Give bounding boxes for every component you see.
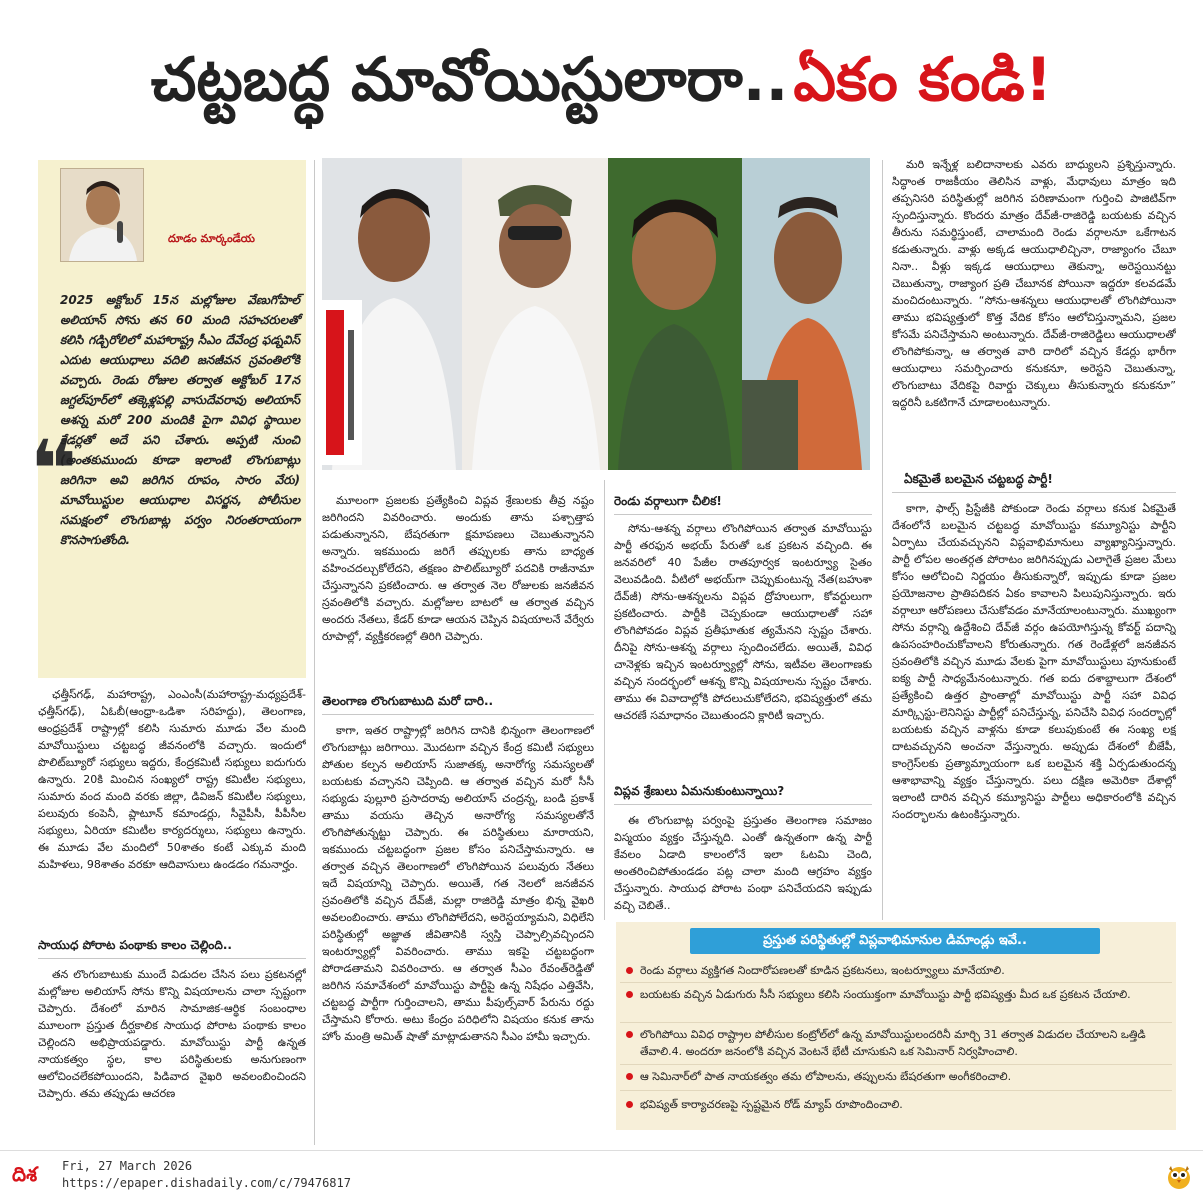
col4-para2: కాగా, ఫాల్స్ ప్రిస్టేజీకి పోకుండా రెండు వర్గాలు కనుక ఏకమైతే దేశంలోనే బలమైన చట్టబద్ధ మావోయిస్టు కమ్యూనిస్టు పార్టీని ఏర్పాటు చేయవచ్చునని విప్లవాభిమానులు వ్యాఖ్యానిస్తున్నారు. పార్టీ లోపల అంతర్గత పోరాటం జరిగినప్పుడు ఎలాగైతే ప్రజల మేలు కోసం ఆలోచించి నిర్ణయం తీసుకున్నారో, ఇప్పుడు కూడా ప్రజల ప్రయోజనాల ప్రాతిపదికన ఏకం కావాలని పిలుపునిస్తున్నారు. ఇరు వర్గాలూ ఆరోపణలు చేసుకోవడం మానేయాలంటున్నారు. ముఖ్యంగా సోను వర్గాన్ని ఉద్దేశించి దేవ్‌జీ వర్గం ఉపయోగిస్తున్న కోవర్ట్ పదాన్ని ఉపసంహరించుకోవాలని కోరుతున్నారు. గత రెండేళ్లలో జనజీవన స్రవంతిలోకి వచ్చిన మూడు వేలకు పైగా మావోయిస్టులు పూనుకుంటే ఐక్య పార్టీ సాధ్యమేనంటున్నారు. గత ఐదు దశాబ్దాలుగా దేశంలో ప్రత్యేకించి ఉత్తర ప్రాంతాల్లో మావోయిస్టు పార్టీ సహా వివిధ మార్క్సిస్టు-లెనినిస్టు పార్టీల్లో పనిచేస్తున్న, పనిచేసి వివిధ సందర్భాల్లో బయటకు వచ్చిన వాళ్లను కూడా కలుపుకుంటే ఈ సంఖ్య లక్ష దాటవచ్చునని అంచనా వేస్తున్నారు. అప్పుడు దేశంలో బీజేపీ, కాంగ్రెస్‌లకు ప్రత్యామ్నాయంగా ఒక బలమైన శక్తి ఏర్పడుతుందన్న ఆశాభావాన్ని వ్యక్తం చేస్తున్నారు. పలు దక్షిణ అమెరికా దేశాల్లో ఇలాంటి దారిన వచ్చిన కమ్యూనిస్టు పార్టీలు అధికారంలోకి వచ్చిన సందర్భాలను ఉటంకిస్తున్నారు. (892, 502, 1176, 821)
divider (614, 514, 872, 515)
col3-subhead2: విప్లవ శ్రేణులు ఏమనుకుంటున్నాయి? (614, 784, 785, 798)
divider (322, 714, 594, 715)
col2-para2: కాగా, ఇతర రాష్ట్రాల్లో జరిగిన దానికి భిన్నంగా తెలంగాణలో లొంగుబాట్లు జరిగాయి. మొదటగా వచ్చిన కేంద్ర కమిటీ సభ్యులు పోతుల కల్పన అలియాస్ సుజాతక్క అనారోగ్య సమస్యలతో బయటకు వచ్చానని చెప్పింది. ఆ తర్వాత వచ్చిన మరో సీసీ సభ్యుడు పుల్లూరి ప్రసాదరావు అలియాస్ చంద్రన్న, బండి ప్రకాశ్ తాము వయసు తెచ్చిన అనారోగ్య సమస్యలతోనే లొంగిపోతున్నట్టు చెప్పారు. ఈ పరిస్థితులు మారాయని, ఇకముందు చట్టబద్ధంగా ప్రజల కోసం పనిచేస్తామన్నారు. ఆ తర్వాత వచ్చిన తెలంగాణలో లొంగిపోయిన పలువురు నేతలు ఇదే విషయాన్ని చెప్పారు. అయితే, గత నెలలో జనజీవన స్రవంతిలోకి వచ్చిన దేవ్‌జీ, మల్లా రాజిరెడ్డి మాత్రం భిన్న వైఖరి అవలంబించారు. తాము లొంగిపోలేదని, అరెస్టయ్యామని, విధిలేని పరిస్థితుల్లో అజ్ఞాత జీవితానికి స్వస్తి చెప్పాల్సివచ్చిందని ఇంటర్వ్యూల్లో వివరించారు. తాము ఇకపై చట్టబద్ధంగా పోరాడతామని వివరించారు. ఆ తర్వాత సీఎం రేవంత్‌రెడ్డితో జరిగిన సమావేశంలో మావోయిస్టు పార్టీపై ఉన్న నిషేధం ఎత్తివేసి, చట్టబద్ధ పార్టీగా గుర్తించాలని, తాము పీపుల్స్‌వార్ పేరును రద్దు చేస్తామని కోరారు. అటు కేంద్రం పరిధిలోని విషయం కనుక తాను హోం మంత్రి అమిత్ షాతో మాట్లాడుతానని సీఎం హామీ ఇచ్చారు. (322, 724, 594, 1043)
divider (38, 958, 306, 959)
watermark-logo-icon (322, 300, 362, 465)
divider (620, 1064, 1172, 1065)
footer-info (62, 1158, 351, 1192)
col2-para1: మూలంగా ప్రజలకు ప్రత్యేకించి విప్లవ శ్రేణులకు తీవ్ర నష్టం జరిగిందని వివరించారు. అందుకు తాను పశ్చాత్తాప పడుతున్నానని, బేషరతుగా క్షమాపణలు చెబుతున్నానని అన్నారు. ఇకముందు జరిగే తప్పులకు తాను బాధ్యత వహించదల్చుకోలేదని, తక్షణం పొలిట్‌బ్యూరో పదవికి రాజీనామా చేస్తున్నానని ప్రకటించారు. ఆ తర్వాత నెల రోజులకు జనజీవన స్రవంతిలోకి వచ్చారు. మల్లోజుల బాటలో ఆ తర్వాత వచ్చిన అందరు నేతలు, కేడర్ కూడా ఆయన చెప్పిన విషయాలనే వేర్వేరు రూపాల్లో, వ్యక్తీకరణల్లో తిరిగి చెప్పారు. (322, 494, 594, 643)
column-rule (604, 480, 605, 920)
bullet-icon (626, 1073, 633, 1080)
demands-title: ప్రస్తుత పరిస్థితుల్లో విప్లవాభిమానుల డిమాండ్లు ఇవే.. (690, 928, 1100, 954)
col2-subhead: తెలంగాణ లొంగుబాటుది మరో దారి.. (322, 694, 494, 708)
demand-item: రెండు వర్గాలు వ్యక్తిగత నిందారోపణలతో కూడిన ప్రకటనలు, ఇంటర్వ్యూలు మానేయాలి. (640, 962, 1160, 979)
divider (620, 1090, 1172, 1091)
col3-para1: సోను-ఆశన్న వర్గాలు లొంగిపోయిన తర్వాత మావోయిస్టు పార్టీ తరఫున అభయ్ పేరుతో ఒక ప్రకటన వచ్చింది. ఈ జనవరిలో 40 పేజీల రాతపూర్వక ఇంటర్వ్యూ సైతం వెలువడింది. వీటిలో అభయ్‌గా చెప్పుకుంటున్న నేత(బహుశా దేవ్‌జీ) సోను-ఆశన్నలను విప్లవ ద్రోహులుగా, కోవర్టులుగా ప్రకటించారు. పార్టీకి చెప్పకుండా ఆయుధాలతో సహా లొంగిపోవడం విప్లవ ప్రతీఘాతుక త్యమేనని స్పష్టం చేశారు. దీనిపై సోను-ఆశన్న వర్గాలు స్పందించలేదు. అయితే, వివిధ చానెళ్లకు ఇచ్చిన ఇంటర్వ్యూల్లో సోను, ఇటీవల తెలంగాణకు వచ్చిన సందర్భంలో ఆశన్న కొన్ని విషయాలను స్పష్టం చేశారు. తాము ఈ వివాదాల్లోకి పోదలుచుకోలేదని, భవిష్యత్తులో తమ ఆచరణే సమాధానం చెబుతుందని క్లారిటీ ఇచ్చారు. (614, 522, 872, 722)
author-name: దూడం మార్కండేయ (168, 232, 255, 245)
col4-para1: మరి ఇన్నేళ్ల బలిదానాలకు ఎవరు బాధ్యులని ప్రశ్నిస్తున్నారు. సిద్ధాంత రాజకీయం తెలిసిన వాళ్లు, మేధావులు మాత్రం ఇది తప్పనిసరి పరిస్థితుల్లో జరిగిన పరిణామంగా గుర్తించి పాజిటివ్‌గా స్పందిస్తున్నారు. కొందరు మాత్రం దేవ్‌జీ-రాజిరెడ్డి బయటకు వచ్చిన తీరును సమర్థిస్తుంటే, చాలామంది రెండు వర్గాలనూ ఒకేగాటన కడుతున్నారు. వాళ్లు అక్కడ ఆయుధాలిచ్చినా, రాజ్యాంగం చేబూ నినా.. వీళ్లు ఇక్కడ ఆయుధాలు తెకున్నా, అరెస్టయినట్టు చెబుతున్నా, రాజ్యాంగ ప్రతి చేబూనక పోయినా ఇద్దరూ కలవడమే మంచిదంటున్నారు. “సోను-ఆశన్నలు ఆయుధాలతో లొంగిపోయినా తాము భవిష్యత్తులో కొత్త వేదిక కోసం ఆలోచిస్తున్నామని, ప్రజల కోసమే పనిచేస్తామని అంటున్నారు. దేవ్‌జీ-రాజిరెడ్డిలు ఆయుధాలతో లొంగిపోకున్నా, ఆ తర్వాత వారి దారిలో వచ్చిన కేడర్లు భారీగా ఆయుధాలు సమర్పించారు కనుకనూ, అరెస్టని చెబుతున్నా, లొంగుబాటు వేదికపై రివార్డు చెక్కులు తీసుకున్నారు కనుకనూ” ఇద్దరినీ ఒకటిగానే చూడాలంటున్నారు. (892, 158, 1176, 409)
footer-date: Fri, 27 March 2026 (62, 1159, 193, 1173)
footer-url[interactable]: https://epaper.dishadaily.com/c/79476817 (62, 1176, 351, 1190)
headline-part1: చట్టబద్ధ మావోయిస్టులారా.. (150, 45, 789, 115)
demand-item: బయటకు వచ్చిన ఏడుగురు సీసీ సభ్యులు కలిసి సంయుక్తంగా మావోయిస్టు పార్టీ భవిష్యత్తు మీద ఒక ప్రకటన చేయాలి. (640, 986, 1160, 1003)
footer-divider (0, 1150, 1203, 1151)
bullet-icon (626, 991, 633, 998)
demand-item: ఆ సెమినార్‌లో పాత నాయకత్వం తమ లోపాలను, తప్పులను బేషరతుగా అంగీకరించాలి. (640, 1068, 1160, 1085)
publisher-logo: దిశ (12, 1162, 38, 1186)
col3-para2: ఈ లొంగుబాట్ల పర్వంపై ప్రస్తుతం తెలంగాణ సమాజం విస్మయం వ్యక్తం చేస్తున్నది. ఎంతో ఉన్నతంగా ఉన్న పార్టీ కేవలం ఏడాది కాలంలోనే ఇలా ఓటమి చెంది, అంతరించిపోతుండడం పట్ల చాలా మంది ఆగ్రహం వ్యక్తం చేస్తున్నారు. సాయుధ పోరాట పంథా పనిచేయదని ఇప్పుడు వచ్చి చెబితే.. (614, 814, 872, 912)
photo-strip (322, 158, 870, 470)
headline-part2: ఏకం కండి! (793, 45, 1053, 115)
divider (614, 804, 872, 805)
demand-item: లొంగిపోయి వివిధ రాష్ట్రాల పోలీసుల కంట్రోల్‌లో ఉన్న మావోయిస్టులందరినీ మార్చి 31 తర్వాత విడుదల చేయాలని ఒత్తిడి తేవాలి.4. అందరూ జనంలోకి వచ్చిన వెంటనే భేటీ చూసుకుని ఒక సెమినార్ నిర్వహించాలి. (640, 1026, 1160, 1060)
headline (0, 20, 1203, 140)
col1-subhead: సాయుధ పోరాట పంథాకు కాలం చెల్లింది.. (38, 938, 232, 952)
divider (620, 982, 1172, 983)
quote-mark-icon: ❝ (30, 423, 77, 516)
divider (620, 1022, 1172, 1023)
column-rule (882, 160, 883, 920)
author-photo (60, 168, 144, 262)
bullet-icon (626, 967, 633, 974)
col3-subhead1: రెండు వర్గాలుగా చీలిక! (614, 494, 722, 508)
col1-para2: తన లొంగుబాటుకు ముందే విడుదల చేసిన పలు ప్రకటనల్లో మల్లోజుల అలియాస్ సోను కొన్ని విషయాలను చాలా స్పష్టంగా చెప్పారు. దేశంలో మారిన సామాజిక-ఆర్థిక సంబంధాల మూలంగా ప్రస్తుత దీర్ఘకాలిక సాయుధ పోరాట పంథాకు కాలం చెల్లిందని అభిప్రాయపడ్డారు. మావోయిస్టు పార్టీ ఉన్నత నాయకత్వం స్థల, కాల పరిస్థితులకు అనుగుణంగా ఆలోచించలేకపోయిందని, పిడివాద వైఖరి అవలంబించిందని చెప్పారు. తమ తప్పుడు ఆచరణ (38, 968, 306, 1100)
divider (892, 492, 1176, 493)
bullet-icon (626, 1031, 633, 1038)
bullet-icon (626, 1101, 633, 1108)
col4-subhead: ఏకమైతే బలమైన చట్టబద్ధ పార్టీ! (904, 472, 1053, 486)
demand-item: భవిష్యత్ కార్యాచరణపై స్పష్టమైన రోడ్ మ్యాప్ రూపొందించాలి. (640, 1096, 1160, 1113)
col1-para1: ఛత్తీస్‌గఢ్, మహారాష్ట్ర, ఎంఎంసీ(మహారాష్ట్ర-మధ్యప్రదేశ్-ఛత్తీస్‌గఢ్), ఏఓబీ(ఆంధ్రా-ఒడిశా సరిహద్దు), తెలంగాణ, ఆంధ్రప్రదేశ్ రాష్ట్రాల్లో కలిసి సుమారు మూడు వేల మంది మావోయిస్టులు చట్టబద్ధ జీవనంలోకి వచ్చారు. ఇందులో పొలిట్‌బ్యూరో సభ్యులు ఇద్దరు, కేంద్రకమిటీ సభ్యులు ఐదుగురు ఉన్నారు. 20కి మించిన సంఖ్యలో రాష్ట్ర కమిటీల సభ్యులు, సుమారు వంద మంది వరకు జిల్లా, డివిజన్ కమిటీల సభ్యులు, పలువురు కంపెనీ, ప్లాటూన్ కమాండర్లు, సీవైపీసీ, పీపీసీల సభ్యులు, ఏరియా కమిటీల కార్యదర్శులు, సభ్యులు ఉన్నారు. ఈ మూడు వేల మందిలో 50శాతం కంటే ఎక్కువ మంది మహిళలు, 98శాతం వరకూ ఆదివాసులు ఉండడం గమనార్హం. (38, 688, 306, 871)
column-rule (314, 160, 315, 1145)
intro-text: 2025 అక్టోబర్ 15న మల్లోజుల వేణుగోపాల్ అలియాస్ సోను తన 60 మంది సహచరులతో కలిసి గడ్చిరోలిలో మహారాష్ట్ర సీఎం దేవేంద్ర ఫడ్నవిస్ ఎదుట ఆయుధాలు వదిలి జనజీవన స్రవంతిలోకి వచ్చారు. రెండు రోజుల తర్వాత అక్టోబర్ 17న జగ్దల్‌పూర్‌లో తక్కెళ్లపల్లి వాసుదేవరావు అలియాస్ ఆశన్న మరో 200 మందికి పైగా వివిధ స్థాయిల కేడర్లతో అదే పని చేశారు. అప్పటి నుంచి (అంతకుముందు కూడా ఇలాంటి లొంగుబాట్లు జరిగినా అవి జరిగిన రూపం, సారం వేరు) మావోయిస్టుల ఆయుధాల విసర్జన, పోలీసుల సమక్షంలో లొంగుబాట్ల పర్వం నిరంతరాయంగా కొనసాగుతోంది. (60, 293, 300, 547)
owl-icon (1166, 1162, 1192, 1190)
